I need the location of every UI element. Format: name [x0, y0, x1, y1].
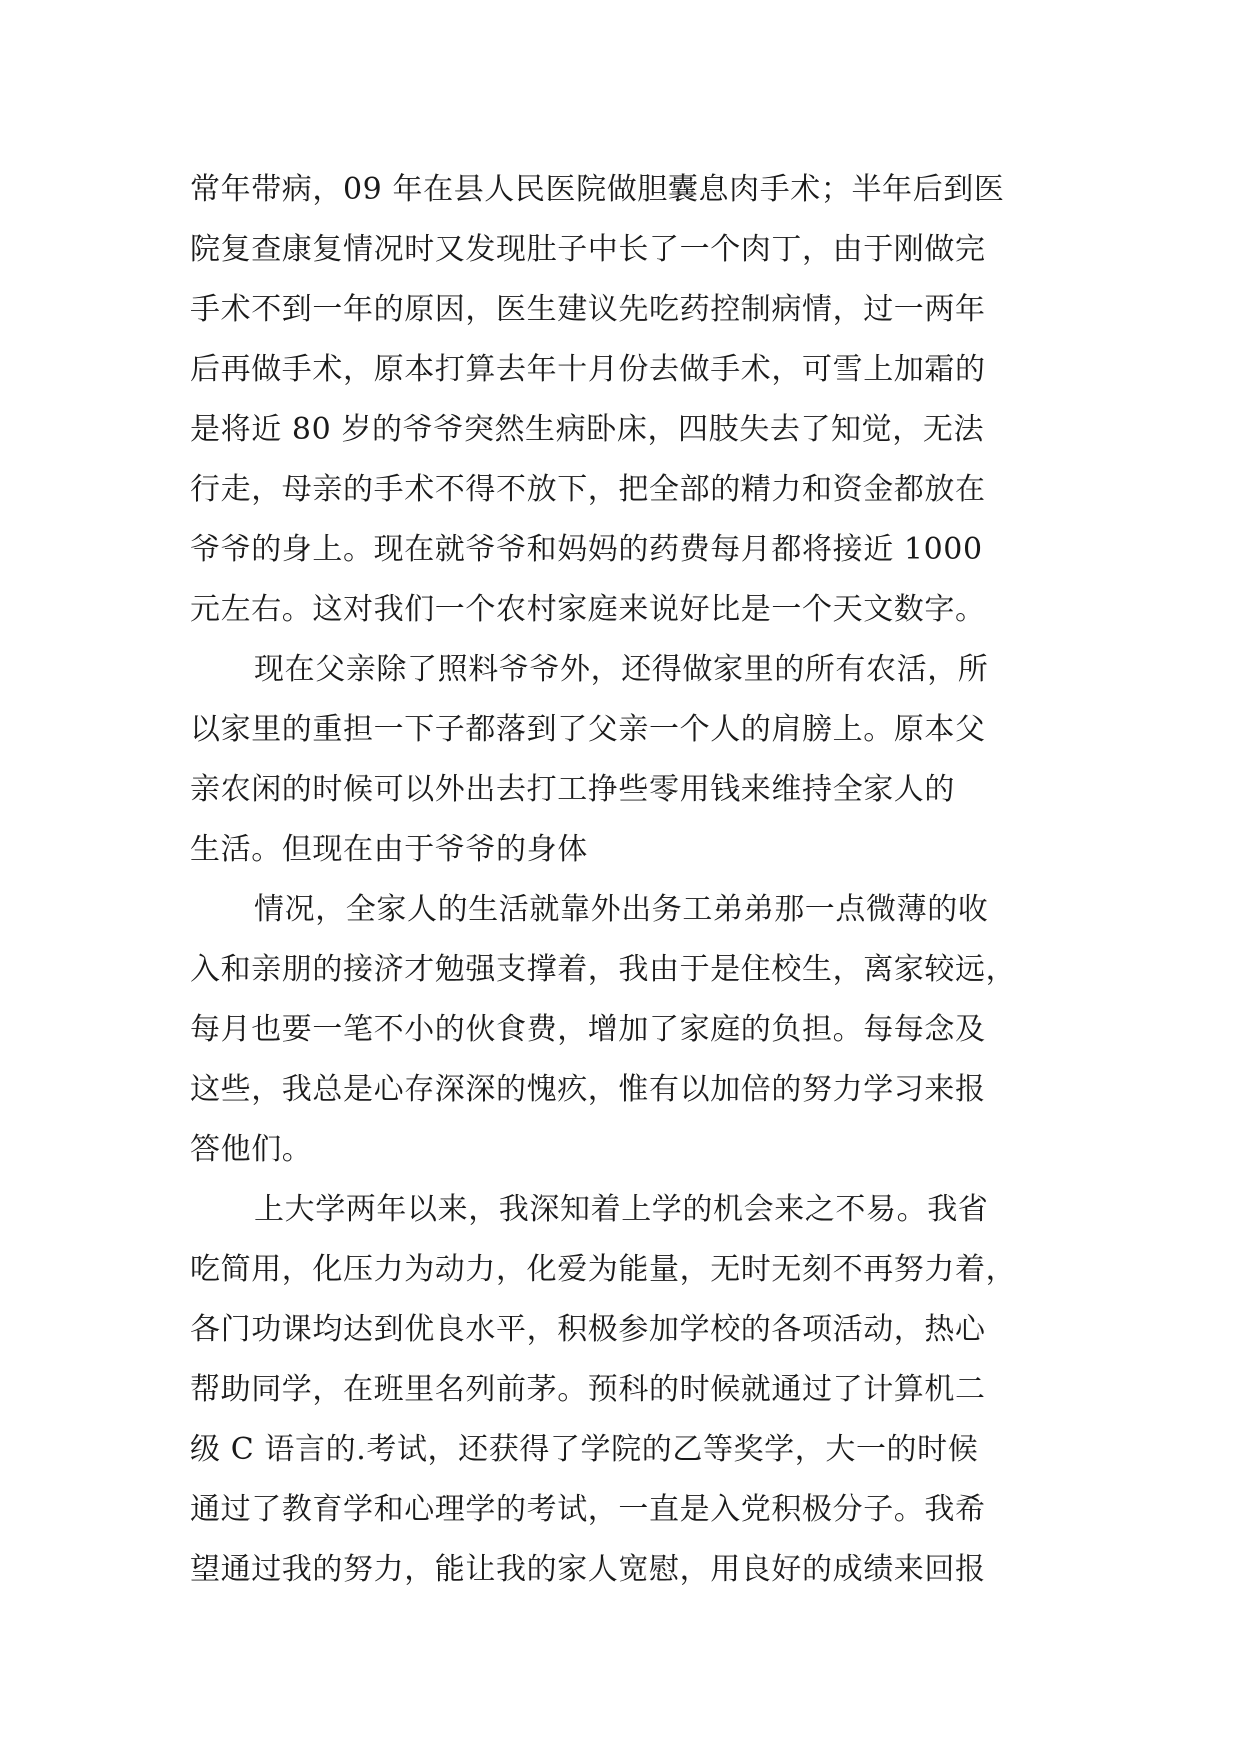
text-line: 生活。但现在由于爷爷的身体: [190, 832, 588, 867]
text-line: 答他们。: [190, 1132, 313, 1167]
text-line: 是将近 80 岁的爷爷突然生病卧床，四肢失去了知觉，无法: [190, 412, 985, 447]
text-line: 院复查康复情况时又发现肚子中长了一个肉丁，由于刚做完: [190, 232, 986, 267]
text-line: 后再做手术，原本打算去年十月份去做手术，可雪上加霜的: [190, 352, 986, 387]
text-line: 常年带病，09 年在县人民医院做胆囊息肉手术；半年后到医: [190, 172, 1005, 207]
text-line: 每月也要一笔不小的伙食费，增加了家庭的负担。每每念及: [190, 1012, 986, 1047]
text-line: 元左右。这对我们一个农村家庭来说好比是一个天文数字。: [190, 592, 986, 627]
text-line: 行走，母亲的手术不得不放下，把全部的精力和资金都放在: [190, 472, 986, 507]
text-line: 亲农闲的时候可以外出去打工挣些零用钱来维持全家人的: [190, 772, 955, 807]
text-line: 以家里的重担一下子都落到了父亲一个人的肩膀上。原本父: [190, 712, 986, 747]
text-line: 这些，我总是心存深深的愧疚，惟有以加倍的努力学习来报: [190, 1072, 986, 1107]
text-line: 级 C 语言的.考试，还获得了学院的乙等奖学，大一的时候: [190, 1432, 979, 1467]
text-line: 各门功课均达到优良水平，积极参加学校的各项活动，热心: [190, 1312, 986, 1347]
body-text: [190, 160, 1070, 1600]
paragraph-start-line: 情况，全家人的生活就靠外出务工弟弟那一点微薄的收: [254, 892, 989, 927]
paragraph-start-line: 现在父亲除了照料爷爷外，还得做家里的所有农活，所: [254, 652, 989, 687]
text-line: 吃简用，化压力为动力，化爱为能量，无时无刻不再努力着，: [190, 1252, 1017, 1287]
text-line: 望通过我的努力，能让我的家人宽慰，用良好的成绩来回报: [190, 1552, 986, 1587]
text-line: 手术不到一年的原因，医生建议先吃药控制病情，过一两年: [190, 292, 986, 327]
text-line: 爷爷的身上。现在就爷爷和妈妈的药费每月都将接近 1000: [190, 532, 983, 567]
text-line: 入和亲朋的接济才勉强支撑着，我由于是住校生，离家较远，: [190, 952, 1017, 987]
text-line: 通过了教育学和心理学的考试，一直是入党积极分子。我希: [190, 1492, 986, 1527]
paragraph-start-line: 上大学两年以来，我深知着上学的机会来之不易。我省: [254, 1192, 989, 1227]
text-line: 帮助同学，在班里名列前茅。预科的时候就通过了计算机二: [190, 1372, 986, 1407]
